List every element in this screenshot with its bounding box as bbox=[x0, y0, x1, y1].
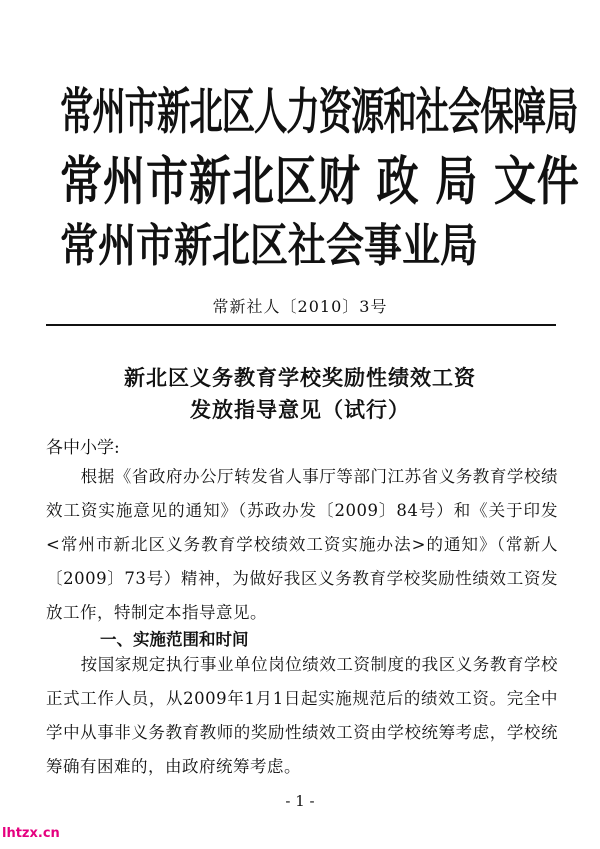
issuer-line-3: 常州市新北区社会事业局 bbox=[60, 218, 479, 272]
document-title-line-1: 新北区义务教育学校奖励性绩效工资 bbox=[124, 366, 476, 390]
site-watermark: lhtzx.cn bbox=[2, 826, 60, 841]
intro-paragraph: 根据《省政府办公厅转发省人事厅等部门江苏省义务教育学校绩效工资实施意见的通知》（苏政办发〔2009〕84号）和《关于印发<常州市新北区义务教育学校绩效工资实施办法>的通知》（常新人〔2009〕73号）精神，为做好我区义务教育学校奖励性绩效工资发放工作，特制定本指导意见。 bbox=[46, 467, 558, 622]
section-heading: 一、实施范围和时间 bbox=[100, 630, 249, 649]
issuer-line-2: 常州市新北区财 政 局 文件 bbox=[60, 150, 580, 212]
section-paragraph: 按国家规定执行事业单位岗位绩效工资制度的我区义务教育学校正式工作人员，从2009年1月1日起实施规范后的绩效工资。完全中学中从事非义务教育教师的奖励性绩效工资由学校统筹考虑，学校统筹确有困难的，由政府统筹考虑。 bbox=[46, 655, 558, 776]
document-number: 常新社人〔2010〕3号 bbox=[212, 297, 388, 316]
issuer-line-1: 常州市新北区人力资源和社会保障局 bbox=[60, 83, 578, 142]
header-divider bbox=[46, 324, 556, 326]
page-number: - 1 - bbox=[285, 792, 315, 810]
salutation: 各中小学: bbox=[46, 438, 120, 458]
document-title-line-2: 发放指导意见（试行） bbox=[190, 398, 410, 422]
